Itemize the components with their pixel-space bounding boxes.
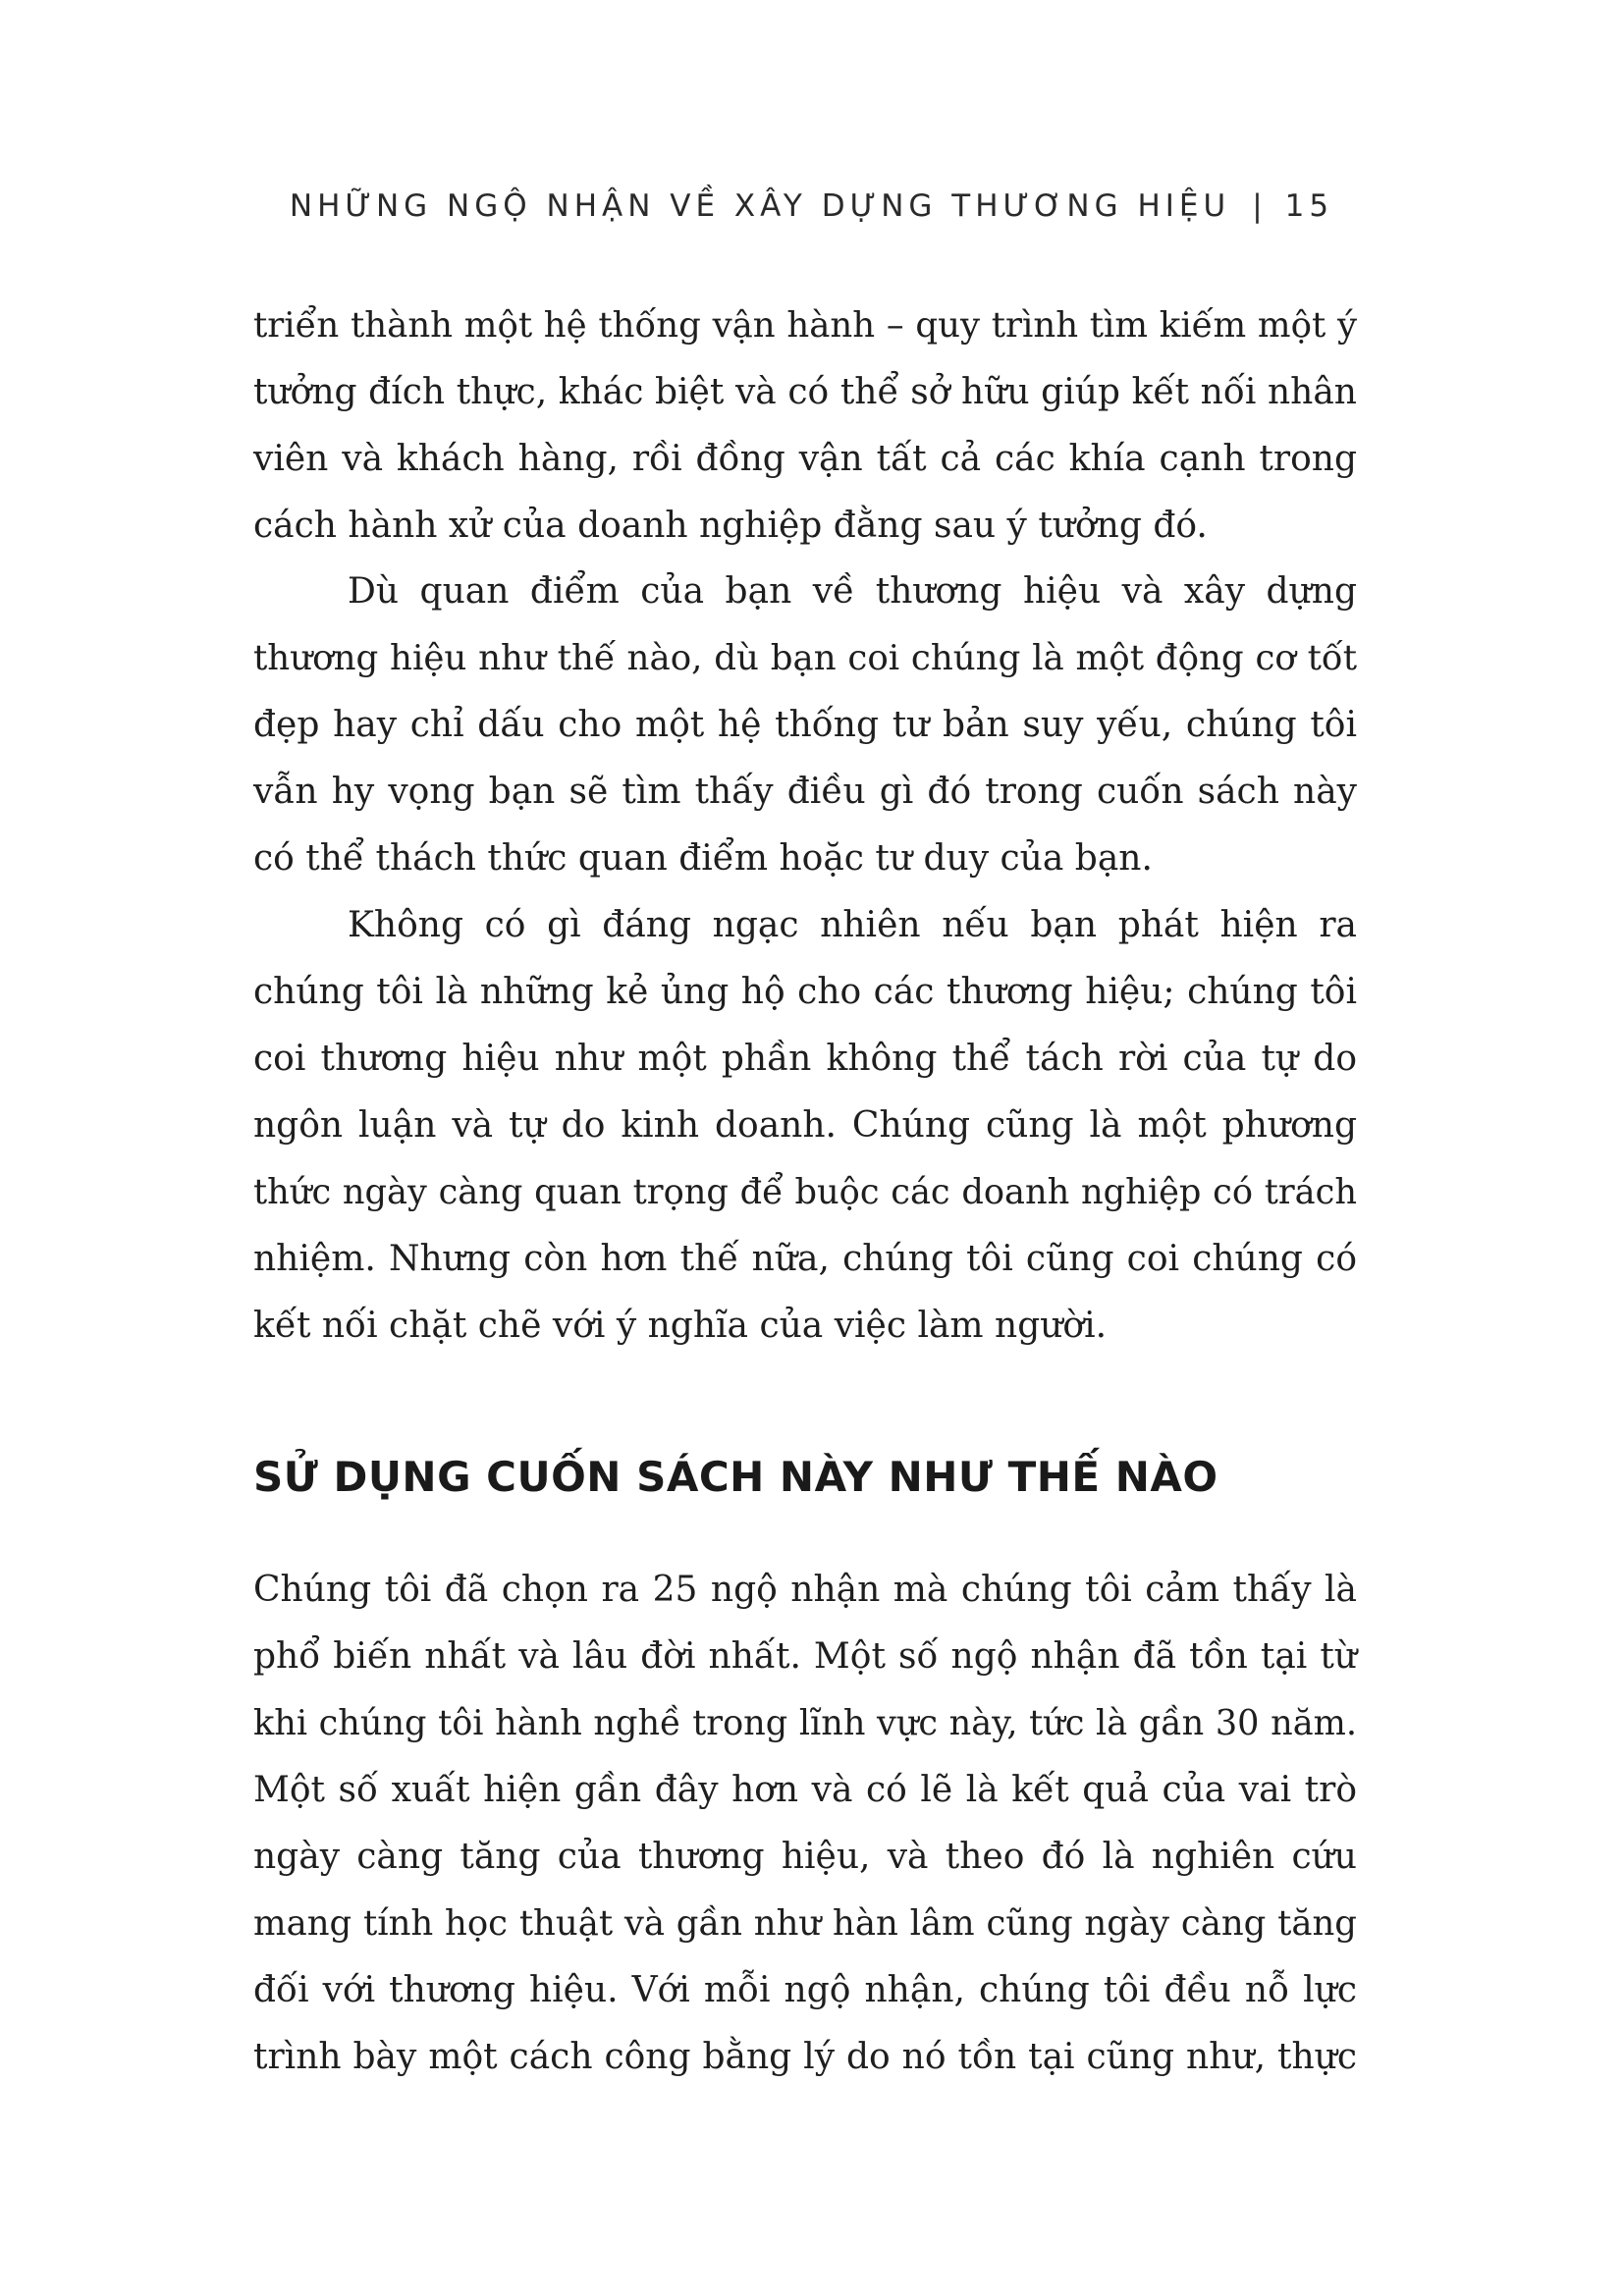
text-line: thức ngày càng quan trọng để buộc các doanh nghiệp có trách (253, 1172, 1357, 1212)
text-line: có thể thách thức quan điểm hoặc tư duy của bạn. (253, 838, 1153, 879)
header-separator: | (1252, 188, 1268, 224)
text-line: nhiệm. Nhưng còn hơn thế nữa, chúng tôi cũng coi chúng có (253, 1239, 1357, 1279)
text-line: Một số xuất hiện gần đây hơn và có lẽ là kết quả của vai trò (253, 1770, 1357, 1810)
text-line: cách hành xử của doanh nghiệp đằng sau ý tưởng đó. (253, 506, 1208, 546)
text-line: ngôn luận và tự do kinh doanh. Chúng cũng là một phương (253, 1105, 1357, 1146)
text-line: tưởng đích thực, khác biệt và có thể sở hữu giúp kết nối nhân (253, 372, 1357, 412)
text-line: Dù quan điểm của bạn về thương hiệu và xây dựng (348, 571, 1357, 612)
text-line: thương hiệu như thế nào, dù bạn coi chúng là một động cơ tốt (253, 638, 1357, 678)
text-line: đẹp hay chỉ dấu cho một hệ thống tư bản suy yếu, chúng tôi (253, 705, 1357, 745)
text-line: coi thương hiệu như một phần không thể tách rời của tự do (253, 1039, 1357, 1079)
text-line: vẫn hy vọng bạn sẽ tìm thấy điều gì đó trong cuốn sách này (253, 772, 1357, 812)
paragraph-viewpoint (253, 559, 1357, 892)
text-line: triển thành một hệ thống vận hành – quy trình tìm kiếm một ý (253, 305, 1357, 346)
paragraph-advocates (253, 892, 1357, 1360)
text-line: trình bày một cách công bằng lý do nó tồn tại cũng như, thực (253, 2037, 1357, 2077)
text-line: mang tính học thuật và gần như hàn lâm cũng ngày càng tăng (253, 1903, 1357, 1944)
text-line: viên và khách hàng, rồi đồng vận tất cả các khía cạnh trong (253, 439, 1357, 479)
running-title: NHỮNG NGỘ NHẬN VỀ XÂY DỰNG THƯƠNG HIỆU (289, 188, 1231, 224)
text-line: chúng tôi là những kẻ ủng hộ cho các thương hiệu; chúng tôi (253, 972, 1357, 1012)
text-line: ngày càng tăng của thương hiệu, và theo đó là nghiên cứu (253, 1837, 1357, 1877)
text-line: khi chúng tôi hành nghề trong lĩnh vực này, tức là gần 30 năm. (253, 1703, 1357, 1743)
text-line: kết nối chặt chẽ với ý nghĩa của việc làm người. (253, 1306, 1108, 1346)
text-line: phổ biến nhất và lâu đời nhất. Một số ngộ nhận đã tồn tại từ (253, 1636, 1357, 1677)
text-line: đối với thương hiệu. Với mỗi ngộ nhận, chúng tôi đều nỗ lực (253, 1970, 1357, 2010)
section-heading: SỬ DỤNG CUỐN SÁCH NÀY NHƯ THẾ NÀO (253, 1453, 1218, 1501)
page-number: 15 (1284, 188, 1334, 224)
text-line: Chúng tôi đã chọn ra 25 ngộ nhận mà chúng tôi cảm thấy là (253, 1570, 1357, 1610)
paragraph-continuation (253, 293, 1357, 560)
text-line: Không có gì đáng ngạc nhiên nếu bạn phát hiện ra (348, 905, 1357, 945)
paragraph-how-to-use (253, 1557, 1357, 2091)
running-header (0, 188, 1623, 224)
